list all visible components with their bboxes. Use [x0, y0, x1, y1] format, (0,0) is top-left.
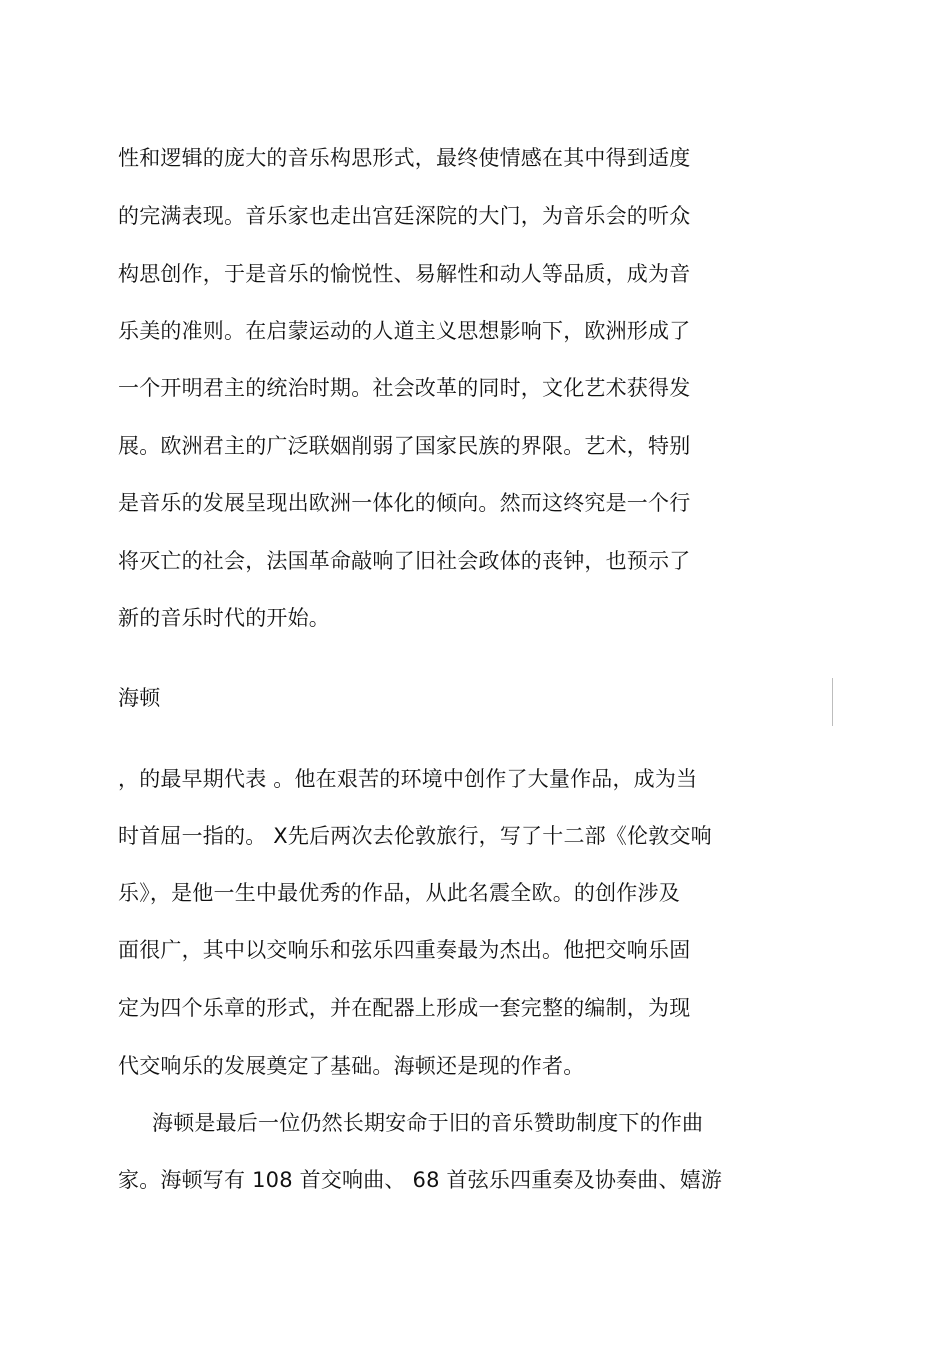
paragraph-1-line-8: 将灭亡的社会，法国革命敲响了旧社会政体的丧钟，也预示了: [118, 549, 691, 573]
paragraph-2-line-1: ，的最早期代表 。他在艰苦的环境中创作了大量作品，成为当: [118, 767, 698, 791]
paragraph-2-line-3: 乐》，是他一生中最优秀的作品，从此名震全欧。的创作涉及: [118, 881, 680, 905]
paragraph-3-line-2: 家。海顿写有 108 首交响曲、 68 首弦乐四重奏及协奏曲、嬉游: [118, 1168, 723, 1192]
paragraph-1-line-4: 乐美的准则。在启蒙运动的人道主义思想影响下，欧洲形成了: [118, 319, 691, 343]
paragraph-2-line-4: 面很广，其中以交响乐和弦乐四重奏最为杰出。他把交响乐固: [118, 938, 691, 962]
paragraph-2-line-5: 定为四个乐章的形式，并在配器上形成一套完整的编制，为现: [118, 996, 691, 1020]
paragraph-1-line-9: 新的音乐时代的开始。: [118, 606, 330, 630]
paragraph-1-line-3: 构思创作，于是音乐的愉悦性、易解性和动人等品质，成为音: [118, 262, 691, 286]
paragraph-3-line-1: 海顿是最后一位仍然长期安命于旧的音乐赞助制度下的作曲: [152, 1111, 704, 1135]
paragraph-1-line-7: 是音乐的发展呈现出欧洲一体化的倾向。然而这终究是一个行: [118, 491, 691, 515]
paragraph-1-line-5: 一个开明君主的统治时期。社会改革的同时，文化艺术获得发: [118, 376, 691, 400]
paragraph-2-line-6: 代交响乐的发展奠定了基础。海顿还是现的作者。: [118, 1054, 585, 1078]
paragraph-1-line-1: 性和逻辑的庞大的音乐构思形式，最终使情感在其中得到适度: [118, 146, 691, 170]
section-heading: 海顿: [118, 686, 161, 710]
paragraph-2-line-2: 时首屈一指的。 X先后两次去伦敦旅行，写了十二部《伦敦交响: [118, 824, 712, 848]
margin-rule: [832, 678, 833, 726]
paragraph-1-line-6: 展。欧洲君主的广泛联姻削弱了国家民族的界限。艺术，特别: [118, 434, 691, 458]
paragraph-1-line-2: 的完满表现。音乐家也走出宫廷深院的大门，为音乐会的听众: [118, 204, 691, 228]
